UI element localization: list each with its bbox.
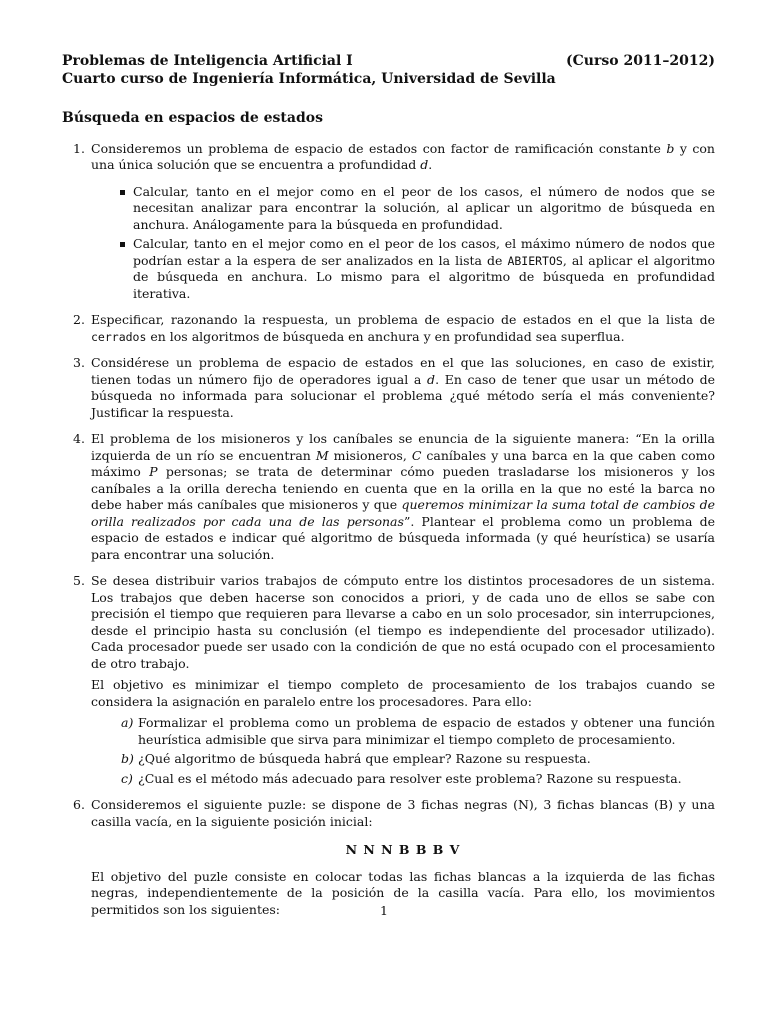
problem-1: 1. Consideremos un problema de espacio de estados con factor de ramificación constante b y con una única solución que se encuentra a profundidad d. Calcular, tanto en el mejor como en el peor de los casos, el número de nodos que se necesitan analizar para encontrar la solución, al aplicar un algoritmo de búsqueda en anchura. Análogamente para la búsqueda en profundidad. Calcular, tanto en el mejor como en el peor de los casos, el máximo número de nodos que podrían estar a la espera de ser analizados en la lista de ABIERTOS, al aplicar el algoritmo de búsqueda en anchura. Lo mismo para el algoritmo de búsqueda en profundidad iterativa.	[73, 140, 715, 301]
problem-2: 2. Especificar, razonando la respuesta, un problema de espacio de estados en el que la lista de cerrados en los algoritmos de búsqueda en anchura y en profundidad sea superflua.	[73, 312, 715, 344]
problem-number: 3.	[73, 355, 85, 370]
variable-d: d	[427, 371, 436, 387]
subitem: b) ¿Qué algoritmo de búsqueda habrá que emplear? Razone su respuesta.	[121, 751, 591, 766]
paragraph: El objetivo del puzle consiste en colocar todas las fichas blancas a la izquierda de las fichas negras, independientemente de la posición de la casilla vacía. Para ello, los movimientos permitidos son los siguientes:	[91, 868, 715, 917]
problem-5	[62, 573, 715, 787]
subitem: a) Formalizar el problema como un problema de espacio de estados y obtener una función heurística admisible que sirva para minimizar el tiempo completo de procesamiento.	[121, 715, 715, 747]
code-abiertos: ABIERTOS	[507, 253, 563, 268]
problem-number: 5.	[73, 573, 85, 588]
subitem-list	[91, 715, 715, 787]
problem-4: 4. El problema de los misioneros y los caníbales se enuncia de la siguiente manera: “En la orilla izquierda de un río se encuentran M misioneros, C caníbales y una barca en la que caben como máximo P personas; se trata de determinar cómo pueden trasladarse los misioneros y los caníbales a la orilla derecha teniendo en cuenta que en la orilla en la que no esté la barca no debe haber más caníbales que misioneros y que queremos minimizar la suma total de cambios de orilla realizados por cada una de las personas”. Plantear el problema como un problema de espacio de estados e indicar qué algoritmo de búsqueda informada (y qué heurística) se usaría para encontrar una solución.	[73, 431, 715, 562]
subitem-label: b)	[121, 751, 134, 766]
header-course: (Curso 2011–2012)	[566, 53, 715, 69]
variable-m: M	[315, 447, 329, 463]
document-header	[62, 52, 715, 88]
problem-number: 1.	[73, 140, 85, 156]
paragraph: El objetivo es minimizar el tiempo completo de procesamiento de los trabajos cuando se considera la asignación en paralelo entre los procesadores. Para ello:	[91, 677, 715, 709]
paragraph: Se desea distribuir varios trabajos de cómputo entre los distintos procesadores de un sistema. Los trabajos que deben hacerse son conocidos a priori, y de cada uno de ellos se sabe con precisión el tiempo que requieren para llevarse a cabo en un solo procesador, sin interrupciones, desde el principio hasta su conclusión (el tiempo es independiente del procesador utilizado). Cada procesador puede ser usado con la condición de que no está ocupado con el procesamiento de otro trabajo.	[91, 573, 715, 671]
puzzle-initial-position: N N N B B B V	[345, 842, 461, 857]
bullet-list	[91, 184, 715, 303]
problem-number: 2.	[73, 312, 85, 327]
subitem-label: c)	[121, 770, 133, 786]
problem-number: 6.	[73, 797, 85, 812]
subitem: c) ¿Cual es el método más adecuado para resolver este problema? Razone su respuesta.	[121, 770, 682, 786]
problem-list	[62, 141, 715, 919]
variable-d: d	[420, 157, 429, 172]
problem-6	[62, 797, 715, 918]
square-bullet-icon	[120, 242, 125, 247]
square-bullet-icon	[120, 190, 125, 195]
bullet-item: Calcular, tanto en el mejor como en el peor de los casos, el número de nodos que se necesitan analizar para encontrar la solución, al aplicar un algoritmo de búsqueda en anchura. Análogamente para la búsqueda en profundidad.	[120, 184, 715, 234]
section-title: Búsqueda en espacios de estados	[62, 110, 323, 126]
header-title: Problemas de Inteligencia Artificial I	[62, 53, 353, 69]
variable-c: C	[411, 447, 422, 463]
page-number: 1	[380, 903, 388, 918]
problem-3: 3. Considérese un problema de espacio de estados en el que las soluciones, en caso de existir, tienen todas un número fijo de operadores igual a d. En caso de tener que usar un método de búsqueda no informada para solucionar el problema ¿qué método sería el más conveniente? Justificar la respuesta.	[73, 355, 716, 420]
variable-b: b	[666, 140, 675, 156]
problem-number: 4.	[73, 431, 85, 446]
variable-p: P	[149, 464, 158, 479]
subitem-label: a)	[121, 715, 134, 730]
paragraph: Consideremos el siguiente puzle: se dispone de 3 fichas negras (N), 3 fichas blancas (B) y una casilla vacía, en la siguiente posición inicial:	[91, 797, 715, 829]
emphasis-text: queremos minimizar la suma total de cambios de orilla realizados por cada una de las personas	[91, 497, 715, 529]
bullet-item: Calcular, tanto en el mejor como en el peor de los casos, el máximo número de nodos que podrían estar a la espera de ser analizados en la lista de ABIERTOS, al aplicar el algoritmo de búsqueda en anchura. Lo mismo para el algoritmo de búsqueda en profundidad iterativa.	[120, 236, 715, 302]
header-subtitle: Cuarto curso de Ingeniería Informática, Universidad de Sevilla	[62, 71, 556, 87]
code-cerrados: cerrados	[91, 329, 147, 344]
